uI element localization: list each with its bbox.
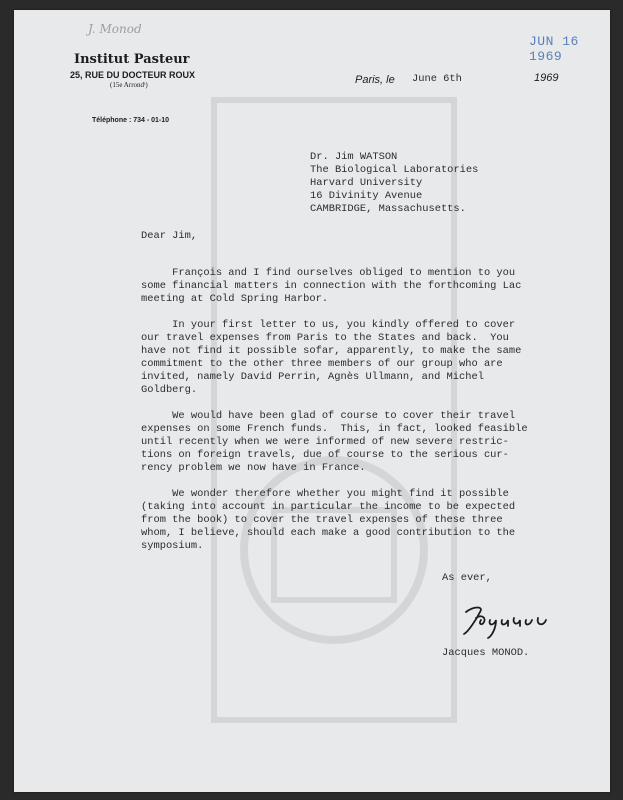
letter-year: 1969 xyxy=(534,72,559,84)
body-line: until recently when we were informed of new severe restric- xyxy=(141,436,509,448)
body-line: from the book) to cover the travel expenses of these three xyxy=(141,514,503,526)
handwritten-annotation: J. Monod xyxy=(88,22,142,36)
place-label: Paris, le xyxy=(355,74,395,86)
body-line: invited, namely David Perrin, Agnès Ullmann, and Michel xyxy=(141,371,484,383)
recipient-line: The Biological Laboratories xyxy=(310,164,479,176)
body-line: In your first letter to us, you kindly offered to cover xyxy=(141,319,516,331)
closing: As ever, xyxy=(442,572,492,584)
body-line: whom, I believe, should each make a good contribution to the xyxy=(141,527,516,539)
body-line: our travel expenses from Paris to the States and back. You xyxy=(141,332,509,344)
letterhead-address: 25, RUE DU DOCTEUR ROUX xyxy=(70,70,196,80)
body-line: some financial matters in connection with the forthcoming Lac xyxy=(141,280,522,292)
signatory-name: Jacques MONOD. xyxy=(442,647,530,659)
body-line: We wonder therefore whether you might find it possible xyxy=(141,488,509,500)
body-line: commitment to the other three members of our group who are xyxy=(141,358,503,370)
salutation: Dear Jim, xyxy=(141,230,198,242)
received-date-stamp: JUN 16 1969 xyxy=(529,34,579,64)
recipient-line: 16 Divinity Avenue xyxy=(310,190,423,202)
handwritten-signature xyxy=(454,598,564,644)
svg-text:Jacques: Jacques xyxy=(454,643,458,644)
body-line: have not find it possible sofar, apparently, to make the same xyxy=(141,345,522,357)
letter-date: June 6th xyxy=(412,73,462,85)
body-line: (taking into account in particular the income to be expected xyxy=(141,501,516,513)
body-line: François and I find ourselves obliged to mention to you xyxy=(141,267,516,279)
body-line: We would have been glad of course to cover their travel xyxy=(141,410,516,422)
body-line: rency problem we now have in France. xyxy=(141,462,366,474)
recipient-line: CAMBRIDGE, Massachusetts. xyxy=(310,203,466,215)
body-line: expenses on some French funds. This, in fact, looked feasible xyxy=(141,423,528,435)
body-line: symposium. xyxy=(141,540,204,552)
letterhead-arrondissement: (15e Arrondᵗ) xyxy=(110,81,148,89)
recipient-line: Dr. Jim WATSON xyxy=(310,151,398,163)
body-line: meeting at Cold Spring Harbor. xyxy=(141,293,329,305)
letterhead-telephone: Téléphone : 734 - 01-10 xyxy=(92,117,170,124)
letter-sheet xyxy=(14,10,610,792)
body-line: tions on foreign travels, due of course to the serious cur- xyxy=(141,449,509,461)
letterhead-name: Institut Pasteur xyxy=(74,52,190,67)
recipient-line: Harvard University xyxy=(310,177,423,189)
body-line: Goldberg. xyxy=(141,384,198,396)
